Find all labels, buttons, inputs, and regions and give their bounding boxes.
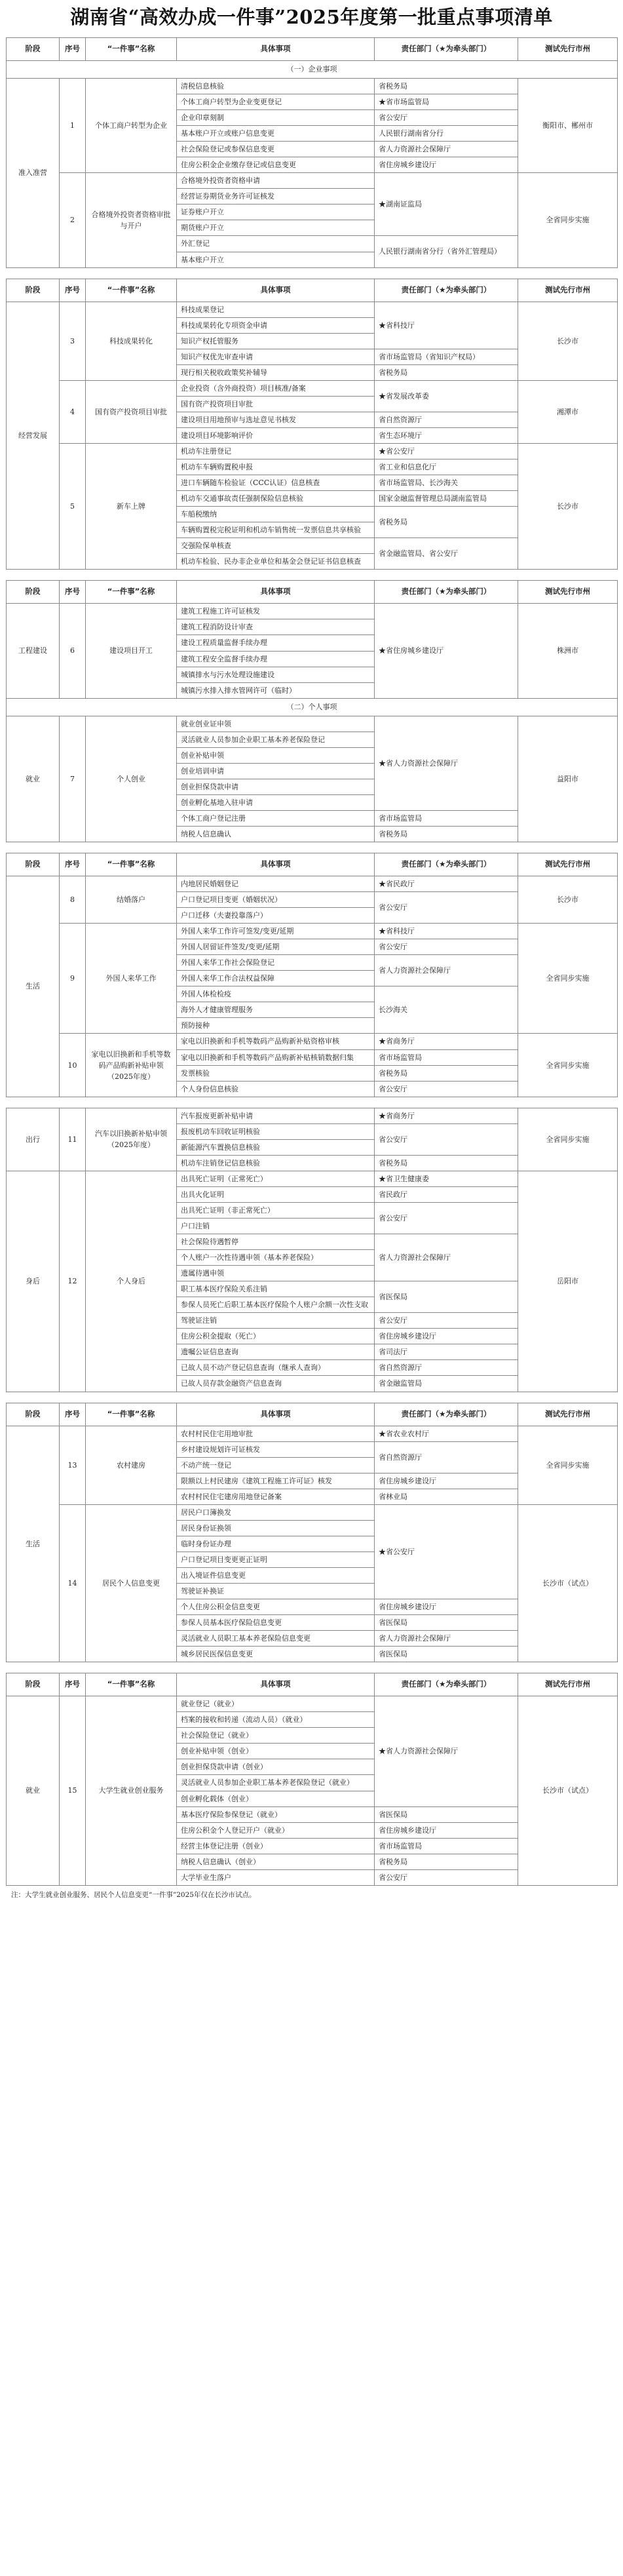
specific-item: 报废机动车回收证明核验 [177,1123,375,1139]
dept-cell: ★省民政厅 [375,876,518,892]
matters-table-7 [6,1673,618,1886]
city-cell: 全省同步实施 [518,1108,618,1171]
header-city: 测试先行市州 [518,581,618,604]
specific-item: 遗属待遇申领 [177,1266,375,1281]
specific-item: 知识产权优先审查申请 [177,349,375,364]
dept-cell: 省人力资源社会保障厅 [375,1631,518,1647]
specific-item: 家电以旧换新和手机等数码产品购新补贴核销数据归集 [177,1049,375,1065]
specific-item: 科技成果登记 [177,302,375,317]
specific-item: 外国人来华工作合法权益保障 [177,971,375,986]
matter-name: 农村建房 [86,1426,177,1504]
specific-item: 驾驶证注销 [177,1313,375,1329]
dept-cell: 省住房城乡建设厅 [375,1473,518,1489]
specific-item: 企业印章刻制 [177,110,375,126]
dept-cell: ★省商务厅 [375,1034,518,1049]
dept-cell: 省公安厅 [375,1202,518,1234]
header-phase: 阶段 [7,1403,60,1426]
dept-cell: ★省住房城乡建设厅 [375,604,518,698]
matter-name: 新车上牌 [86,443,177,569]
city-cell: 长沙市 [518,302,618,380]
dept-cell: 省公安厅 [375,1313,518,1329]
city-cell: 全省同步实施 [518,1034,618,1097]
header-name: “一件事”名称 [86,1673,177,1696]
header-dept: 责任部门（★为牵头部门） [375,1403,518,1426]
city-cell: 全省同步实施 [518,924,618,1034]
phase-cell: 就业 [7,1696,60,1886]
specific-item: 机动车注册登记 [177,443,375,459]
matters-table-4 [6,853,618,1097]
specific-item: 创业孵化基地入驻申请 [177,794,375,810]
city-cell: 长沙市（试点） [518,1696,618,1886]
specific-item: 驾驶证补换证 [177,1583,375,1599]
specific-item: 个体工商户登记注册 [177,810,375,826]
seq-cell: 13 [60,1426,86,1504]
dept-cell: 省税务局 [375,826,518,842]
seq-cell: 1 [60,79,86,173]
specific-item: 农村村民住宅用地审批 [177,1426,375,1441]
specific-item: 出具死亡证明（正常死亡） [177,1171,375,1186]
specific-item: 城镇污水排入排水管网许可（临时） [177,682,375,698]
specific-item: 交强险保单核查 [177,538,375,554]
dept-cell: ★省公安厅 [375,443,518,459]
dept-cell: 省医保局 [375,1615,518,1631]
specific-item: 社会保险待遇暂停 [177,1234,375,1250]
specific-item: 预防接种 [177,1018,375,1034]
phase-cell: 工程建设 [7,604,60,698]
specific-item: 已故人员存款金融资产信息查询 [177,1376,375,1392]
specific-item: 内地居民婚姻登记 [177,876,375,892]
specific-item: 基本账户开立或账户信息变更 [177,126,375,142]
dept-cell: 省司法厅 [375,1344,518,1360]
seq-cell: 6 [60,604,86,698]
dept-cell: 省自然资源厅 [375,1441,518,1473]
header-phase: 阶段 [7,1673,60,1696]
specific-item: 建设工程质量监督手续办理 [177,635,375,651]
matter-name: 个人身后 [86,1171,177,1392]
specific-item: 创业担保贷款申请（创业） [177,1759,375,1775]
phase-cell: 出行 [7,1108,60,1171]
dept-cell: 省税务局 [375,364,518,380]
specific-item: 职工基本医疗保险关系注销 [177,1281,375,1297]
specific-item: 海外人才健康管理服务 [177,1002,375,1018]
matter-name: 外国人来华工作 [86,924,177,1034]
matter-name: 汽车以旧换新补贴申领（2025年度） [86,1108,177,1171]
specific-item: 外国人来华工作许可签发/变更/延期 [177,924,375,939]
specific-item: 灵活就业人员参加企业职工基本养老保险登记 [177,732,375,747]
matter-name: 个体工商户转型为企业 [86,79,177,173]
header-name: “一件事”名称 [86,853,177,876]
specific-item: 户口注销 [177,1219,375,1234]
dept-cell: ★省卫生健康委 [375,1171,518,1186]
specific-item: 机动车注销登记信息核验 [177,1155,375,1171]
specific-item: 遗嘱公证信息查询 [177,1344,375,1360]
dept-cell: 省人力资源社会保障厅 [375,142,518,157]
header-seq: 序号 [60,853,86,876]
specific-item: 个人身份信息核验 [177,1081,375,1097]
specific-item: 建筑工程消防设计审查 [177,619,375,635]
table-header-row [7,581,618,604]
header-seq: 序号 [60,38,86,61]
specific-item: 外国人体检检疫 [177,986,375,1002]
specific-item: 机动车检验、民办非企业单位和基金会登记证书信息核查 [177,554,375,570]
matter-name: 大学生就业创业服务 [86,1696,177,1886]
dept-cell: 省市场监管局（省知识产权局） [375,349,518,364]
specific-item: 发票核验 [177,1065,375,1081]
specific-item: 新能源汽车置换信息核验 [177,1139,375,1155]
header-dept: 责任部门（★为牵头部门） [375,1673,518,1696]
specific-item: 住房公积金企业缴存登记或信息变更 [177,157,375,173]
matters-table-1 [6,37,618,268]
header-dept: 责任部门（★为牵头部门） [375,581,518,604]
specific-item: 参保人员基本医疗保险信息变更 [177,1615,375,1631]
specific-item: 基本账户开立 [177,252,375,267]
dept-cell: 省市场监管局、长沙海关 [375,475,518,491]
table-header-row [7,1403,618,1426]
specific-item: 纳税人信息确认 [177,826,375,842]
header-name: “一件事”名称 [86,279,177,302]
dept-cell: 省民政厅 [375,1186,518,1202]
dept-cell: 省税务局 [375,507,518,538]
specific-item: 灵活就业人员参加企业职工基本养老保险登记（就业） [177,1775,375,1791]
specific-item: 社会保险登记（就业） [177,1728,375,1744]
specific-item: 车辆购置税完税证明和机动车销售统一发票信息共享核验 [177,522,375,538]
header-dept: 责任部门（★为牵头部门） [375,279,518,302]
table-header-row [7,279,618,302]
specific-item: 经营主体登记注册（创业） [177,1838,375,1854]
header-phase: 阶段 [7,279,60,302]
dept-cell: 国家金融监督管理总局湖南监管局 [375,491,518,507]
phase-cell: 经营发展 [7,302,60,570]
header-seq: 序号 [60,1673,86,1696]
matters-table-6 [6,1403,618,1663]
phase-cell: 身后 [7,1171,60,1392]
dept-cell: 省税务局 [375,1155,518,1171]
seq-cell: 11 [60,1108,86,1171]
specific-item: 建筑工程安全监督手续办理 [177,651,375,667]
header-city: 测试先行市州 [518,853,618,876]
specific-item: 建筑工程施工许可证核发 [177,604,375,619]
specific-item: 个人账户一次性待遇申领（基本养老保险） [177,1250,375,1266]
specific-item: 个体工商户转型为企业变更登记 [177,94,375,110]
matter-name: 个人创业 [86,716,177,842]
specific-item: 家电以旧换新和手机等数码产品购新补贴资格审核 [177,1034,375,1049]
dept-cell: 省人力资源社会保障厅 [375,1234,518,1281]
specific-item: 知识产权托管服务 [177,333,375,349]
dept-cell: 省市场监管局 [375,810,518,826]
header-dept: 责任部门（★为牵头部门） [375,853,518,876]
city-cell: 益阳市 [518,716,618,842]
dept-cell: 省税务局 [375,1065,518,1081]
specific-item: 建设项目用地预审与选址意见书核发 [177,412,375,427]
section-label: （一）企业事项 [7,61,618,79]
specific-item: 清税信息核验 [177,79,375,94]
header-name: “一件事”名称 [86,1403,177,1426]
specific-item: 个人住房公积金信息变更 [177,1599,375,1615]
specific-item: 科技成果转化专项资金申请 [177,317,375,333]
matter-name: 科技成果转化 [86,302,177,380]
specific-item: 进口车辆随车检验证（CCC认证）信息核查 [177,475,375,491]
matters-table-3 [6,580,618,842]
table-header-row [7,1673,618,1696]
dept-cell: 省医保局 [375,1647,518,1662]
specific-item: 创业补贴申领（创业） [177,1744,375,1759]
dept-cell: 省公安厅 [375,892,518,924]
specific-item: 现行相关税收政策奖补辅导 [177,364,375,380]
seq-cell: 8 [60,876,86,924]
dept-cell: 省自然资源厅 [375,1360,518,1376]
specific-item: 创业担保贷款申请 [177,779,375,794]
matter-name: 家电以旧换新和手机等数码产品购新补贴申领（2025年度） [86,1034,177,1097]
header-name: “一件事”名称 [86,38,177,61]
dept-cell: 省市场监管局 [375,1838,518,1854]
seq-cell: 2 [60,173,86,267]
specific-item: 外汇登记 [177,236,375,252]
specific-item: 居民户口簿换发 [177,1504,375,1520]
table-header-row [7,853,618,876]
header-phase: 阶段 [7,853,60,876]
dept-cell: ★省科技厅 [375,924,518,939]
dept-cell: 省医保局 [375,1806,518,1822]
specific-item: 户口迁移（夫妻投靠落户） [177,908,375,924]
matter-name: 居民个人信息变更 [86,1504,177,1662]
specific-item: 创业补贴申领 [177,747,375,763]
matter-name: 国有资产投资项目审批 [86,380,177,443]
header-item: 具体事项 [177,581,375,604]
phase-cell: 准入准营 [7,79,60,268]
matter-name: 合格境外投资者资格审批与开户 [86,173,177,267]
matter-name: 结婚落户 [86,876,177,924]
specific-item: 灵活就业人员职工基本养老保险信息变更 [177,1631,375,1647]
header-city: 测试先行市州 [518,38,618,61]
table-header-row [7,38,618,61]
city-cell: 长沙市 [518,443,618,569]
specific-item: 就业登记（就业） [177,1696,375,1712]
header-item: 具体事项 [177,38,375,61]
dept-cell: ★省农业农村厅 [375,1426,518,1441]
dept-cell: 省住房城乡建设厅 [375,157,518,173]
header-city: 测试先行市州 [518,1403,618,1426]
dept-cell: 省金融监管局 [375,1376,518,1392]
specific-item: 临时身份证办理 [177,1536,375,1551]
dept-cell: 省税务局 [375,79,518,94]
dept-cell: 人民银行湖南省分行 [375,126,518,142]
specific-item: 期货账户开立 [177,220,375,236]
dept-cell: ★省人力资源社会保障厅 [375,716,518,810]
specific-item: 外国人来华工作社会保险登记 [177,955,375,971]
section-label: （二）个人事项 [7,698,618,716]
header-phase: 阶段 [7,38,60,61]
dept-cell: ★省人力资源社会保障厅 [375,1696,518,1806]
seq-cell: 10 [60,1034,86,1097]
header-seq: 序号 [60,581,86,604]
header-item: 具体事项 [177,853,375,876]
city-cell: 长沙市 [518,876,618,924]
seq-cell: 14 [60,1504,86,1662]
specific-item: 企业投资（含外商投资）项目核准/备案 [177,380,375,396]
specific-item: 经营证券期货业务许可证核发 [177,189,375,205]
city-cell: 衡阳市、郴州市 [518,79,618,173]
specific-item: 不动产统一登记 [177,1457,375,1473]
specific-item: 出入境证件信息变更 [177,1567,375,1583]
specific-item: 出具火化证明 [177,1186,375,1202]
specific-item: 就业创业证申领 [177,716,375,732]
specific-item: 国有资产投资项目审批 [177,396,375,412]
specific-item: 社会保险登记或参保信息变更 [177,142,375,157]
specific-item: 创业孵化载体（创业） [177,1791,375,1806]
dept-cell: ★省商务厅 [375,1108,518,1123]
dept-cell: 省自然资源厅 [375,412,518,427]
specific-item: 外国人居留证件签发/变更/延期 [177,939,375,955]
document-page [0,3,623,1906]
dept-cell: 省公安厅 [375,939,518,955]
dept-cell: 省公安厅 [375,110,518,126]
specific-item: 建设项目环境影响评价 [177,427,375,443]
city-cell: 湘潭市 [518,380,618,443]
dept-cell: 省工业和信息化厅 [375,459,518,475]
dept-cell: 省住房城乡建设厅 [375,1329,518,1344]
dept-cell: ★湖南证监局 [375,173,518,236]
header-item: 具体事项 [177,1673,375,1696]
header-city: 测试先行市州 [518,1673,618,1696]
dept-cell: 省公安厅 [375,1869,518,1885]
specific-item: 档案的接收和转递（流动人员）（就业） [177,1712,375,1728]
dept-cell: 人民银行湖南省分行（省外汇管理局） [375,236,518,267]
matter-name: 建设项目开工 [86,604,177,698]
city-cell: 株洲市 [518,604,618,698]
page-title: 湖南省“高效办成一件事”2025年度第一批重点事项清单 [70,6,553,28]
dept-cell: 省住房城乡建设厅 [375,1822,518,1838]
seq-cell: 9 [60,924,86,1034]
dept-cell: 省林业局 [375,1489,518,1504]
specific-item: 乡村建设规划许可证核发 [177,1441,375,1457]
city-cell: 岳阳市 [518,1171,618,1392]
header-phase: 阶段 [7,581,60,604]
phase-cell: 生活 [7,1426,60,1662]
dept-cell: 长沙海关 [375,986,518,1034]
dept-cell: ★省科技厅 [375,302,518,349]
seq-cell: 5 [60,443,86,569]
dept-cell: 省医保局 [375,1281,518,1313]
specific-item: 户口登记项目变更（婚姻状况） [177,892,375,908]
specific-item: 创业培训申请 [177,763,375,779]
specific-item: 汽车报废更新补贴申请 [177,1108,375,1123]
header-item: 具体事项 [177,1403,375,1426]
footnote: 注：大学生就业创业服务、居民个人信息变更“一件事”2025年仅在长沙市试点。 [11,1890,256,1899]
dept-cell: 省人力资源社会保障厅 [375,955,518,986]
matters-table-5 [6,1108,618,1392]
specific-item: 证券账户开立 [177,205,375,220]
specific-item: 机动车车辆购置税申报 [177,459,375,475]
specific-item: 限额以上村民建房《建筑工程施工许可证》核发 [177,1473,375,1489]
specific-item: 出具死亡证明（非正常死亡） [177,1202,375,1218]
seq-cell: 7 [60,716,86,842]
specific-item: 车船税缴纳 [177,507,375,522]
dept-cell: ★省发展改革委 [375,380,518,412]
dept-cell: 省公安厅 [375,1123,518,1155]
header-dept: 责任部门（★为牵头部门） [375,38,518,61]
specific-item: 住房公积金个人登记开户（就业） [177,1822,375,1838]
dept-cell: ★省市场监管局 [375,94,518,110]
city-cell: 全省同步实施 [518,1426,618,1504]
specific-item: 基本医疗保险参保登记（就业） [177,1806,375,1822]
city-cell: 长沙市（试点） [518,1504,618,1662]
specific-item: 户口登记项目变更更正证明 [177,1551,375,1567]
seq-cell: 4 [60,380,86,443]
seq-cell: 15 [60,1696,86,1886]
dept-cell: 省生态环境厅 [375,427,518,443]
header-item: 具体事项 [177,279,375,302]
specific-item: 已故人员不动产登记信息查询（继承人查询） [177,1360,375,1376]
header-city: 测试先行市州 [518,279,618,302]
dept-cell: ★省公安厅 [375,1504,518,1599]
seq-cell: 12 [60,1171,86,1392]
specific-item: 合格境外投资者资格申请 [177,173,375,189]
matters-table-2 [6,279,618,570]
specific-item: 参保人员死亡后职工基本医疗保险个人账户余额一次性支取 [177,1297,375,1313]
city-cell: 全省同步实施 [518,173,618,267]
specific-item: 机动车交通事故责任强制保险信息核验 [177,491,375,507]
specific-item: 居民身份证换领 [177,1520,375,1536]
specific-item: 纳税人信息确认（创业） [177,1854,375,1869]
header-seq: 序号 [60,1403,86,1426]
dept-cell: 省金融监管局、省公安厅 [375,538,518,570]
seq-cell: 3 [60,302,86,380]
specific-item: 城乡居民医保信息变更 [177,1647,375,1662]
phase-cell: 就业 [7,716,60,842]
dept-cell: 省住房城乡建设厅 [375,1599,518,1615]
specific-item: 农村村民住宅建房用地登记备案 [177,1489,375,1504]
dept-cell: 省公安厅 [375,1081,518,1097]
header-seq: 序号 [60,279,86,302]
specific-item: 城镇排水与污水处理设施建设 [177,667,375,682]
specific-item: 住房公积金提取（死亡） [177,1329,375,1344]
specific-item: 大学毕业生落户 [177,1869,375,1885]
phase-cell: 生活 [7,876,60,1097]
dept-cell: 省税务局 [375,1854,518,1869]
dept-cell: 省市场监管局 [375,1049,518,1065]
header-name: “一件事”名称 [86,581,177,604]
